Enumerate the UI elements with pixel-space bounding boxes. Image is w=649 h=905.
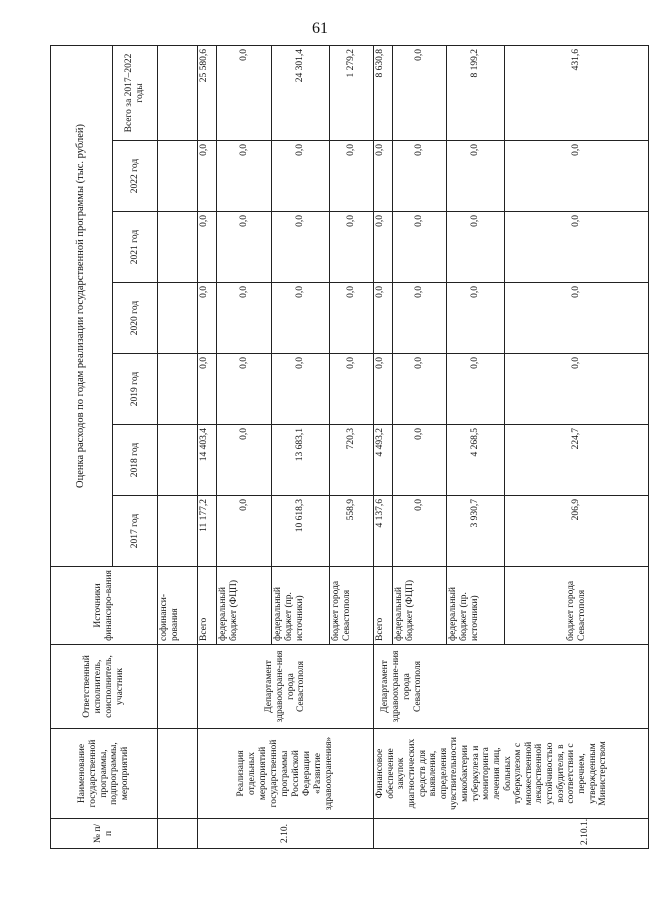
cell-empty: [158, 45, 198, 140]
cell-empty: [158, 496, 198, 567]
value-cell: 4 137,6: [374, 496, 393, 567]
cell-empty: [158, 141, 198, 212]
value-cell: 13 683,1: [272, 425, 330, 496]
header-year-2021: 2021 год: [113, 212, 158, 283]
value-cell: 0,0: [505, 141, 649, 212]
total-cell: 431,6: [505, 45, 649, 140]
source-cell: Всего: [374, 567, 393, 645]
value-cell: 10 618,3: [272, 496, 330, 567]
header-year-2017: 2017 год: [113, 496, 158, 567]
table-row: [198, 45, 217, 848]
value-cell: 0,0: [393, 354, 447, 425]
source-cell: бюджет города Севастополя: [330, 567, 374, 645]
header-total: Всего за 2017–2022 годы: [113, 45, 158, 140]
value-cell: 0,0: [330, 212, 374, 283]
value-cell: 0,0: [217, 212, 272, 283]
header-name: Наименование государственной программы, подпрограммы, мероприятий: [51, 729, 158, 819]
value-cell: 0,0: [505, 283, 649, 354]
value-cell: 0,0: [272, 212, 330, 283]
rotated-page-frame: [50, 46, 609, 849]
value-cell: 0,0: [374, 141, 393, 212]
value-cell: 3 930,7: [447, 496, 505, 567]
total-cell: 0,0: [217, 45, 272, 140]
value-cell: 0,0: [217, 354, 272, 425]
source-cell: федеральный бюджет (ФЦП): [217, 567, 272, 645]
item-number: 2.10.: [198, 819, 374, 849]
header-source: Источники финансиро-вания: [51, 567, 158, 645]
value-cell: 0,0: [217, 496, 272, 567]
header-year-2018: 2018 год: [113, 425, 158, 496]
value-cell: 0,0: [447, 141, 505, 212]
value-cell: 0,0: [217, 283, 272, 354]
cell-empty: [158, 645, 198, 729]
total-cell: 0,0: [393, 45, 447, 140]
total-cell: 8 630,8: [374, 45, 393, 140]
item-name: Реализация отдельных мероприятий государственной программы Российской Федерации «Развитие здравоохранения»: [198, 729, 374, 819]
table-row: [374, 45, 393, 848]
value-cell: 0,0: [374, 283, 393, 354]
value-cell: 0,0: [393, 496, 447, 567]
value-cell: 720,3: [330, 425, 374, 496]
page-number: 61: [312, 20, 328, 37]
value-cell: 0,0: [198, 141, 217, 212]
header-executor: Ответственный исполнитель, соисполнитель, участник: [51, 645, 158, 729]
source-cell: федеральный бюджет (пр. источники): [447, 567, 505, 645]
total-cell: 1 279,2: [330, 45, 374, 140]
value-cell: 0,0: [447, 212, 505, 283]
value-cell: 0,0: [198, 354, 217, 425]
value-cell: 206,9: [505, 496, 649, 567]
value-cell: 224,7: [505, 425, 649, 496]
value-cell: 4 493,2: [374, 425, 393, 496]
value-cell: 0,0: [198, 212, 217, 283]
cell-empty: [158, 819, 198, 849]
value-cell: 0,0: [505, 212, 649, 283]
header-row-1: [51, 45, 113, 848]
value-cell: 0,0: [393, 212, 447, 283]
item-executor: Департамент здравоохране-ния города Севастополя: [198, 645, 374, 729]
header-year-2019: 2019 год: [113, 354, 158, 425]
value-cell: 14 403,4: [198, 425, 217, 496]
total-cell: 24 301,4: [272, 45, 330, 140]
value-cell: 0,0: [272, 141, 330, 212]
source-cell: федеральный бюджет (ФЦП): [393, 567, 447, 645]
header-year-2022: 2022 год: [113, 141, 158, 212]
cell-empty: [158, 212, 198, 283]
continuation-row: [158, 45, 198, 848]
value-cell: 0,0: [505, 354, 649, 425]
value-cell: 11 177,2: [198, 496, 217, 567]
value-cell: 0,0: [217, 141, 272, 212]
header-num: № п/п: [51, 819, 158, 849]
total-cell: 25 580,6: [198, 45, 217, 140]
rotated-table-canvas: [50, 46, 609, 849]
value-cell: 0,0: [330, 283, 374, 354]
value-cell: 0,0: [393, 141, 447, 212]
total-cell: 8 199,2: [447, 45, 505, 140]
value-cell: 0,0: [374, 354, 393, 425]
value-cell: 0,0: [374, 212, 393, 283]
item-name: Финансовое обеспечение закупок диагностических средств для выявления, определения чувствительности микобактерии туберкулеза и мониторинга лечения лиц, больных туберкулезом с множественной лекарственной устойчивостью возбудителя, в соответствии с перечнем, утвержденным Министерством: [374, 729, 649, 819]
item-executor: Департамент здравоохране-ния города Севастополя: [374, 645, 649, 729]
value-cell: 0,0: [198, 283, 217, 354]
value-cell: 558,9: [330, 496, 374, 567]
value-cell: 0,0: [217, 425, 272, 496]
value-cell: 0,0: [272, 283, 330, 354]
source-cell: Всего: [198, 567, 217, 645]
cell-empty: [158, 425, 198, 496]
value-cell: 0,0: [447, 283, 505, 354]
value-cell: 0,0: [330, 141, 374, 212]
cell-empty: [158, 283, 198, 354]
cell-empty: [158, 354, 198, 425]
value-cell: 0,0: [330, 354, 374, 425]
cell-empty: [158, 729, 198, 819]
item-number: 2.10.1.: [374, 819, 649, 849]
header-estimate: Оценка расходов по годам реализации государственной программы (тыс. рублей): [51, 45, 113, 566]
source-cell: федеральный бюджет (пр. источники): [272, 567, 330, 645]
budget-table: [50, 45, 649, 849]
value-cell: 0,0: [272, 354, 330, 425]
value-cell: 4 268,5: [447, 425, 505, 496]
header-year-2020: 2020 год: [113, 283, 158, 354]
value-cell: 0,0: [393, 425, 447, 496]
value-cell: 0,0: [393, 283, 447, 354]
source-cell: бюджет города Севастополя: [505, 567, 649, 645]
value-cell: 0,0: [447, 354, 505, 425]
source-cell: софинанси-рования: [158, 567, 198, 645]
